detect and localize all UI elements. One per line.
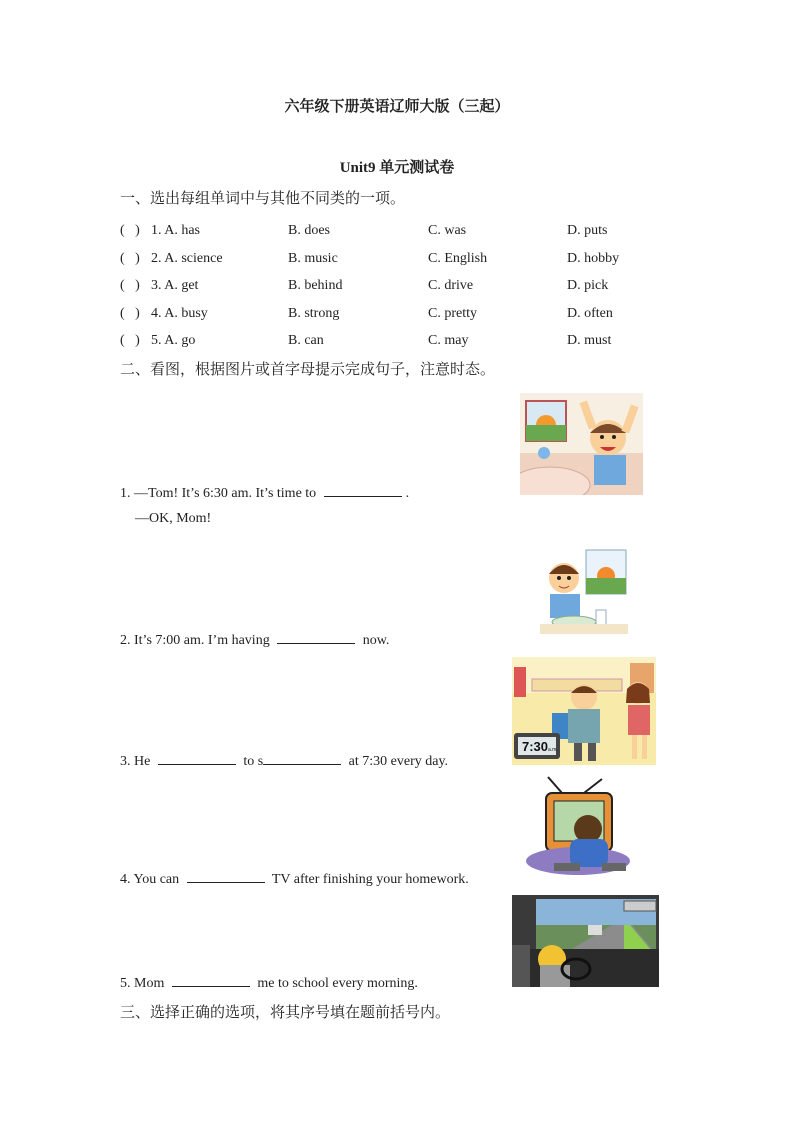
option-a: 5. A. go: [151, 333, 196, 348]
option-b: B. music: [288, 251, 338, 266]
question-4: [120, 870, 469, 888]
driving-picture: [512, 895, 659, 987]
watch-tv-picture: [522, 775, 632, 883]
option-b: B. behind: [288, 278, 343, 293]
option-d: D. hobby: [567, 251, 620, 266]
option-d: D. pick: [567, 278, 609, 293]
section1-heading: 一、选出每组单词中与其他不同类的一项。: [120, 191, 406, 207]
answer-paren[interactable]: ( ): [120, 251, 140, 266]
q3-text-c: at 7:30 every day.: [348, 754, 449, 769]
clock-unit: a.m.: [548, 747, 558, 753]
q5-text-a: 5. Mom: [120, 976, 165, 991]
page-title: 六年级下册英语辽师大版（三起）: [284, 99, 510, 115]
wake-up-picture: [520, 393, 643, 495]
option-a: 3. A. get: [151, 278, 199, 293]
option-a: 2. A. science: [151, 251, 223, 266]
option-b: B. does: [288, 223, 330, 238]
q5-text-b: me to school every morning.: [257, 976, 418, 991]
option-a: 1. A. has: [151, 223, 200, 238]
q3-blank-2[interactable]: [263, 752, 341, 765]
q4-text-b: TV after finishing your homework.: [271, 872, 469, 887]
q3-text-b: to s: [243, 754, 264, 769]
answer-paren[interactable]: ( ): [120, 306, 140, 321]
q3-blank-1[interactable]: [158, 752, 236, 765]
q1-reply: —OK, Mom!: [135, 511, 212, 526]
q1-text: 1. —Tom! It’s 6:30 am. It’s time to: [120, 486, 317, 501]
q3-text-a: 3. He: [120, 754, 151, 769]
answer-paren[interactable]: ( ): [120, 278, 140, 293]
q5-blank[interactable]: [172, 974, 250, 987]
page-subtitle: Unit9 单元测试卷: [339, 160, 455, 176]
q2-end: now.: [362, 633, 390, 648]
option-d: D. puts: [567, 223, 608, 238]
option-a: 4. A. busy: [151, 306, 208, 321]
go-to-school-picture: [512, 657, 656, 765]
option-c: C. English: [428, 251, 488, 266]
section3-heading: 三、选择正确的选项，将其序号填在题前括号内。: [120, 1005, 451, 1021]
question-5: [120, 974, 418, 992]
breakfast-picture: [538, 546, 630, 638]
option-c: C. may: [428, 333, 469, 348]
question-1: [120, 484, 409, 502]
q1-blank[interactable]: [324, 484, 402, 497]
q2-blank[interactable]: [277, 631, 355, 644]
question-2: [120, 631, 389, 649]
option-b: B. strong: [288, 306, 340, 321]
option-d: D. must: [567, 333, 612, 348]
section2-heading: 二、看图，根据图片或首字母提示完成句子，注意时态。: [120, 362, 496, 378]
option-b: B. can: [288, 333, 324, 348]
answer-paren[interactable]: ( ): [120, 223, 140, 238]
q1-end: .: [405, 486, 410, 501]
q4-text-a: 4. You can: [120, 872, 180, 887]
q4-blank[interactable]: [187, 870, 265, 883]
option-c: C. was: [428, 223, 467, 238]
option-c: C. drive: [428, 278, 474, 293]
answer-paren[interactable]: ( ): [120, 333, 140, 348]
clock-time: 7:30: [522, 739, 549, 754]
q2-text: 2. It’s 7:00 am. I’m having: [120, 633, 270, 648]
option-d: D. often: [567, 306, 613, 321]
option-c: C. pretty: [428, 306, 477, 321]
question-3: [120, 752, 448, 770]
